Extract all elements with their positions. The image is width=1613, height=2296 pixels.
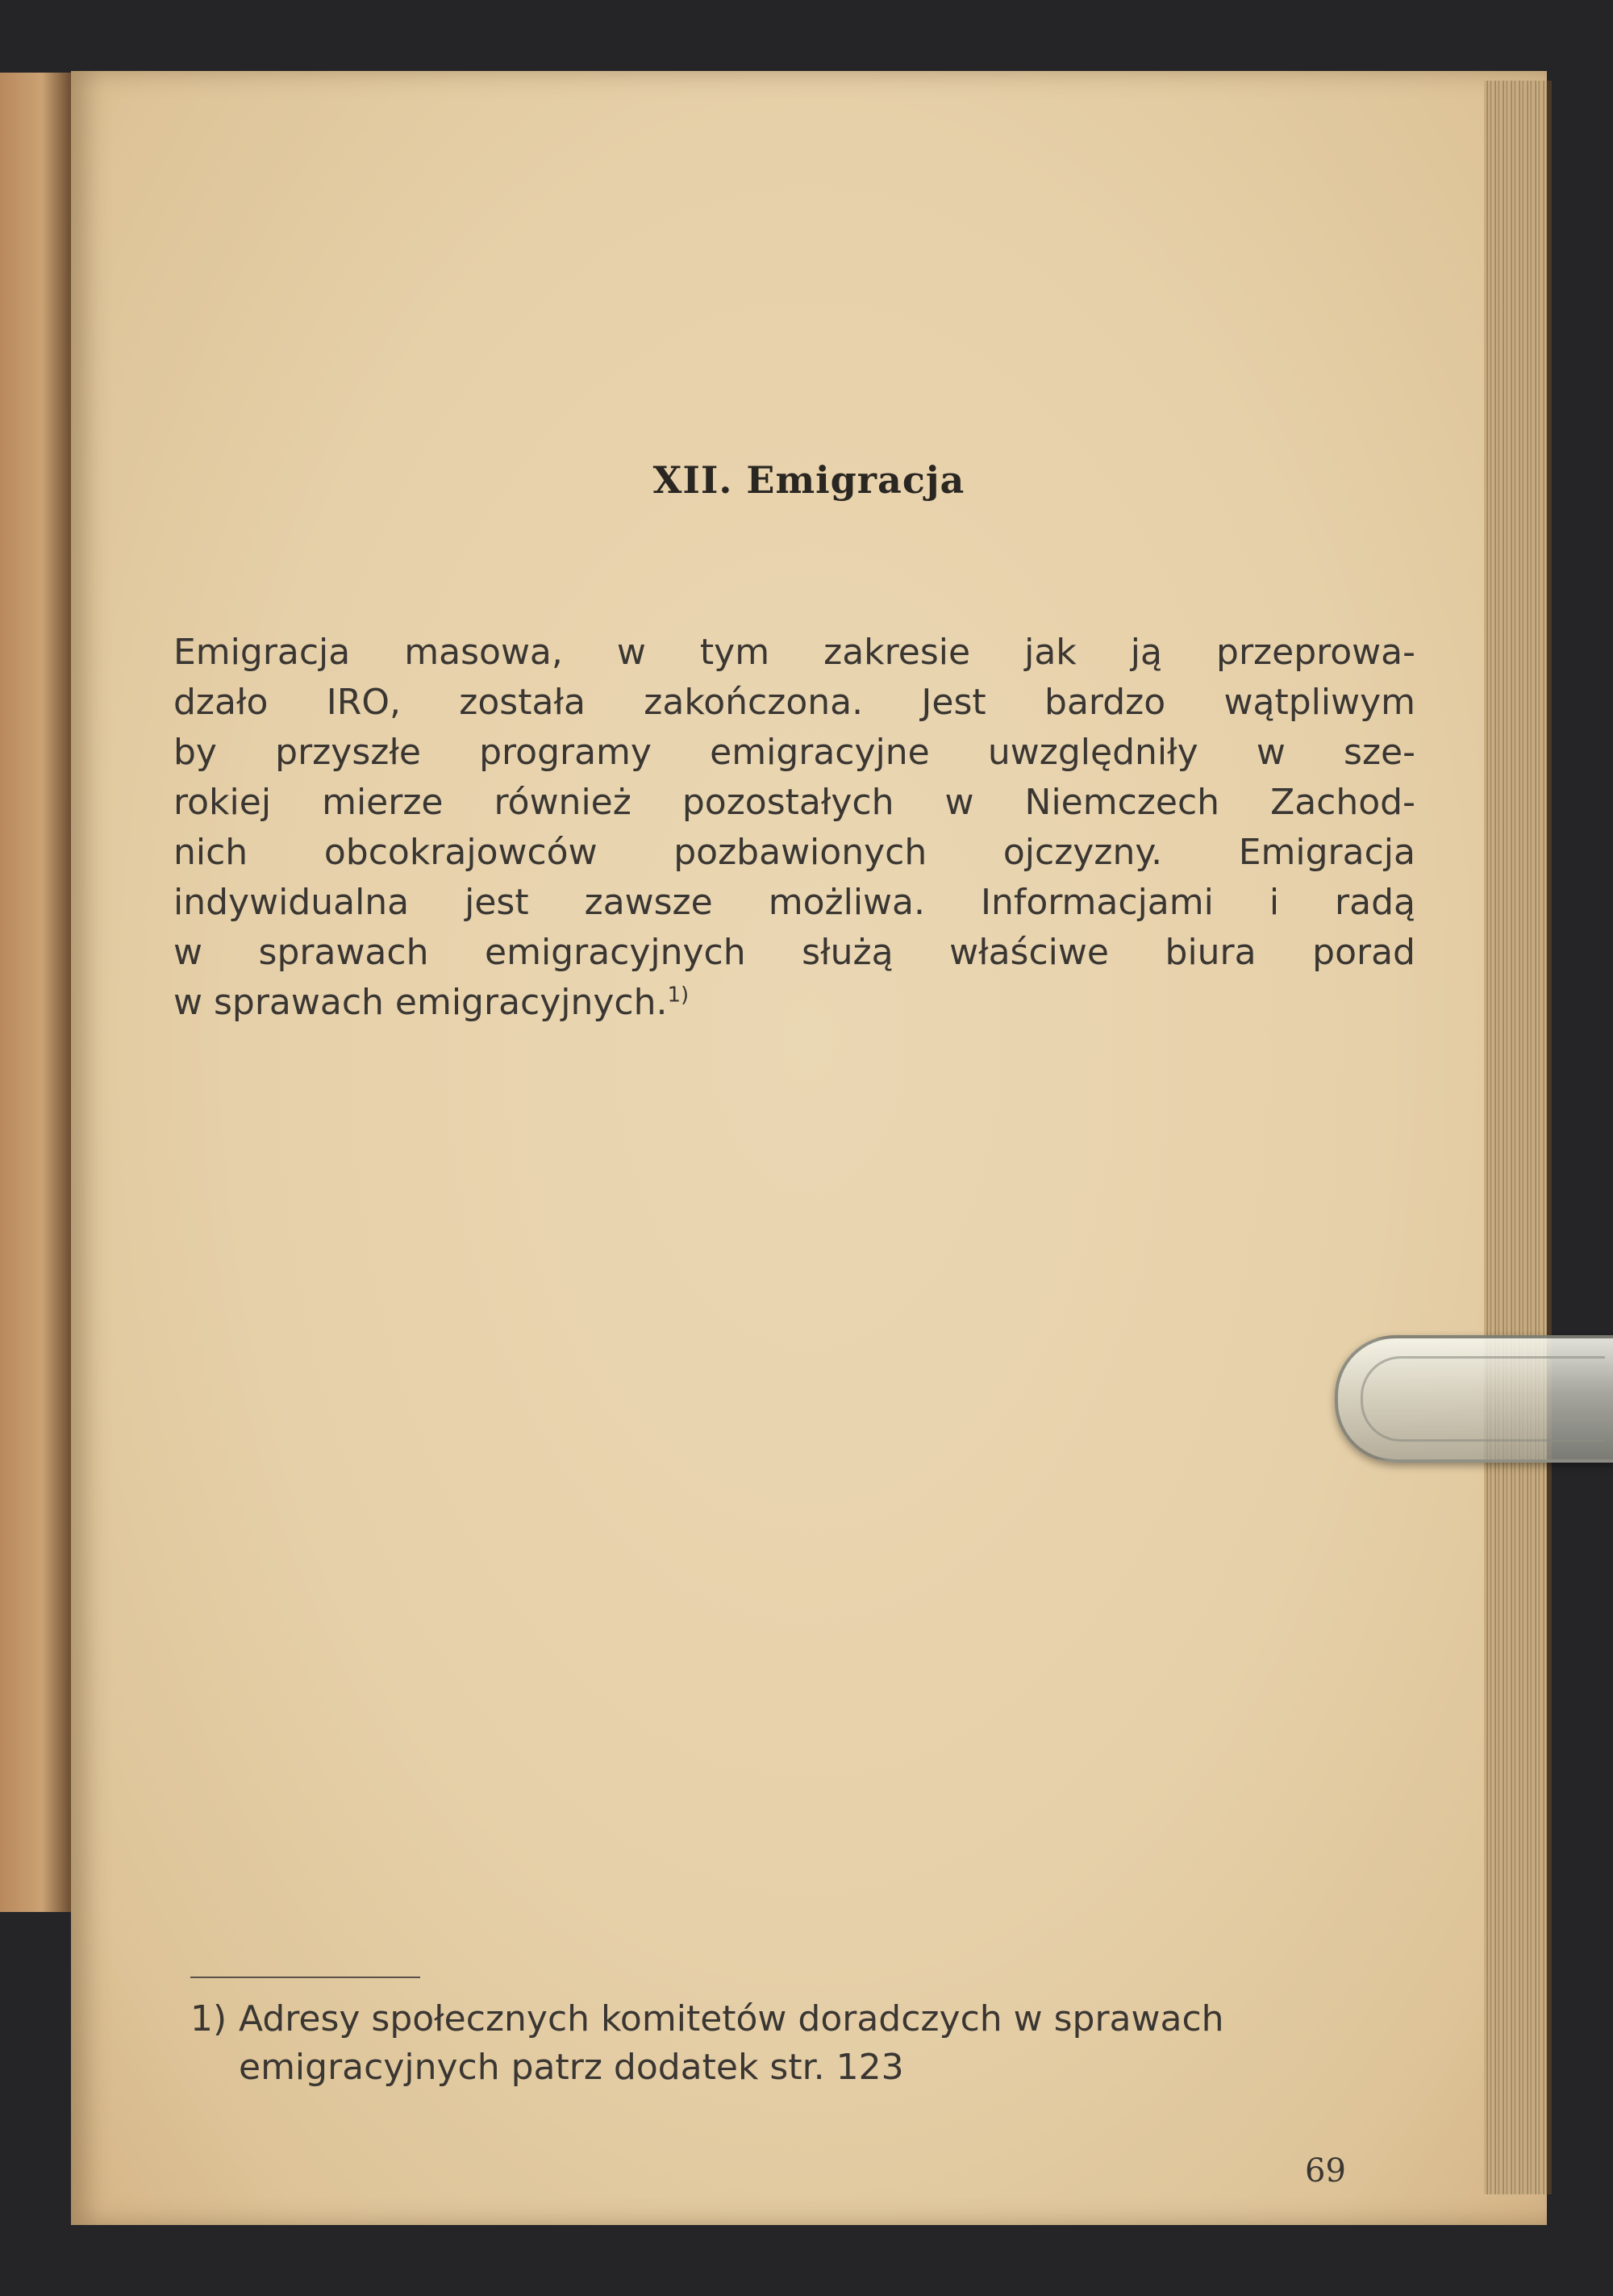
book-page xyxy=(71,71,1547,2225)
body-line-text: w sprawach emigracyjnych. xyxy=(173,982,668,1023)
body-line: indywidualna jest zawsze możliwa. Informacjami i radą xyxy=(173,882,1415,923)
bookmark-clip[interactable] xyxy=(1335,1335,1613,1463)
body-line: rokiej mierze również pozostałych w Niemczech Zachod- xyxy=(173,782,1415,823)
footnote xyxy=(190,1995,1432,2092)
footnote-rule xyxy=(190,1977,420,1978)
body-paragraph xyxy=(173,628,1415,1028)
body-line: w sprawach emigracyjnych służą właściwe biura porad xyxy=(173,932,1415,973)
page-number: 69 xyxy=(1305,2152,1346,2190)
left-page-edge xyxy=(0,73,77,1912)
footnote-reference[interactable]: 1) xyxy=(667,983,690,1008)
bookmark-clip-inner xyxy=(1361,1356,1605,1442)
chapter-title: XII. Emigracja xyxy=(652,458,965,502)
footnote-body xyxy=(239,1995,1432,2092)
page-stack-edge xyxy=(1484,81,1552,2194)
footnote-marker: 1) xyxy=(190,1998,227,2039)
body-line: dzało IRO, została zakończona. Jest bardzo wątpliwym xyxy=(173,682,1415,723)
footnote-line: Adresy społecznych komitetów doradczych w sprawach xyxy=(239,1998,1224,2039)
body-line-last xyxy=(173,978,1415,1028)
body-line: Emigracja masowa, w tym zakresie jak ją przeprowa- xyxy=(173,632,1415,673)
footnote-line: emigracyjnych patrz dodatek str. 123 xyxy=(239,2047,904,2088)
body-line: nich obcokrajowców pozbawionych ojczyzny. Emigracja xyxy=(173,832,1415,873)
body-line: by przyszłe programy emigracyjne uwzględniły w sze- xyxy=(173,732,1415,773)
